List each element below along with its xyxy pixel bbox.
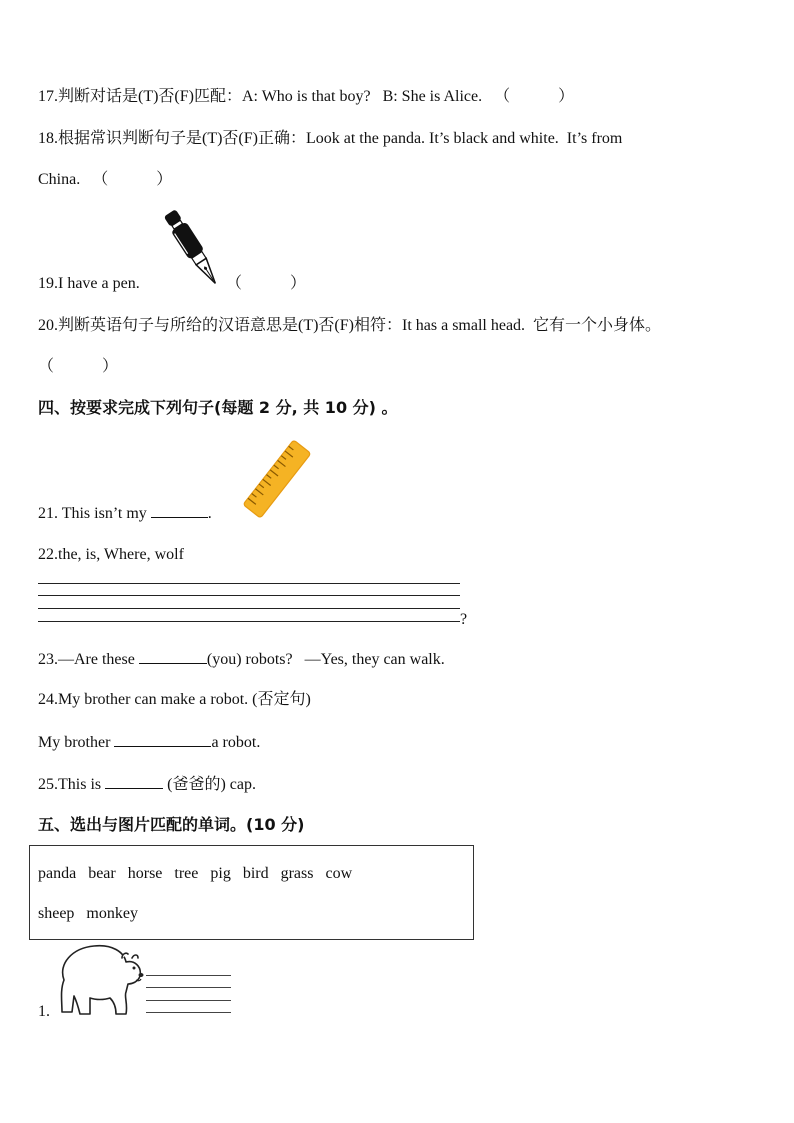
question-17: 17.判断对话是(T)否(F)匹配：A: Who is that boy? B: She is Alice. （ ） (38, 88, 575, 105)
answer-line-4[interactable] (38, 621, 460, 622)
bear-icon (54, 942, 146, 1018)
word-bank-row-2: sheep monkey (38, 905, 138, 922)
answer-line-3[interactable] (38, 608, 460, 609)
bear-answer-line-2[interactable] (146, 987, 231, 988)
question-23-text-before: 23.—Are these (38, 651, 139, 668)
fountain-pen-icon (160, 206, 226, 292)
question-18-line2: China. （ ） (38, 171, 173, 188)
question-23 (38, 649, 445, 670)
question-25-blank[interactable] (105, 774, 163, 789)
question-22-question-mark: ? (460, 611, 468, 628)
question-18-line1: 18.根据常识判断句子是(T)否(F)正确：Look at the panda. It’s black and white. It’s from (38, 130, 623, 147)
bear-answer-line-3[interactable] (146, 1000, 231, 1001)
section-5-heading: 五、选出与图片匹配的单词。(10 分) (38, 815, 305, 834)
question-21 (38, 503, 212, 524)
question-24-blank[interactable] (114, 732, 211, 747)
question-25 (38, 774, 256, 795)
question-20-line2: （ ） (38, 358, 119, 375)
answer-line-2[interactable] (38, 595, 460, 596)
word-bank-box (29, 845, 474, 940)
question-24: 24.My brother can make a robot. (否定句) (38, 691, 311, 708)
ruler-icon (242, 438, 312, 520)
question-21-text: 21. This isn’t my (38, 505, 151, 522)
question-23-text-after: (you) robots? —Yes, they can walk. (206, 651, 445, 668)
question-24-answer-before: My brother (38, 734, 115, 751)
question-25-text-before: 25.This is (38, 776, 106, 793)
question-21-period: . (207, 505, 212, 522)
question-21-blank[interactable] (151, 503, 208, 518)
question-23-blank[interactable] (139, 649, 207, 664)
question-25-text-after: (爸爸的) cap. (163, 776, 256, 793)
bear-answer-line-4[interactable] (146, 1012, 231, 1013)
section-5-question-1-number: 1. (38, 1003, 50, 1020)
question-19-answer-paren: （ ） (226, 275, 307, 292)
question-24-answer (38, 732, 260, 753)
answer-line-1[interactable] (38, 583, 460, 584)
word-bank-row-1: panda bear horse tree pig bird grass cow (38, 865, 353, 882)
section-4-heading: 四、按要求完成下列句子(每题 2 分, 共 10 分) 。 (38, 398, 398, 417)
question-20-line1: 20.判断英语句子与所给的汉语意思是(T)否(F)相符：It has a small head. 它有一个小身体。 (38, 317, 662, 334)
question-19-text: 19.I have a pen. (38, 275, 140, 292)
question-24-answer-after: a robot. (211, 734, 261, 751)
question-22-words: 22.the, is, Where, wolf (38, 546, 184, 563)
bear-answer-line-1[interactable] (146, 975, 231, 976)
